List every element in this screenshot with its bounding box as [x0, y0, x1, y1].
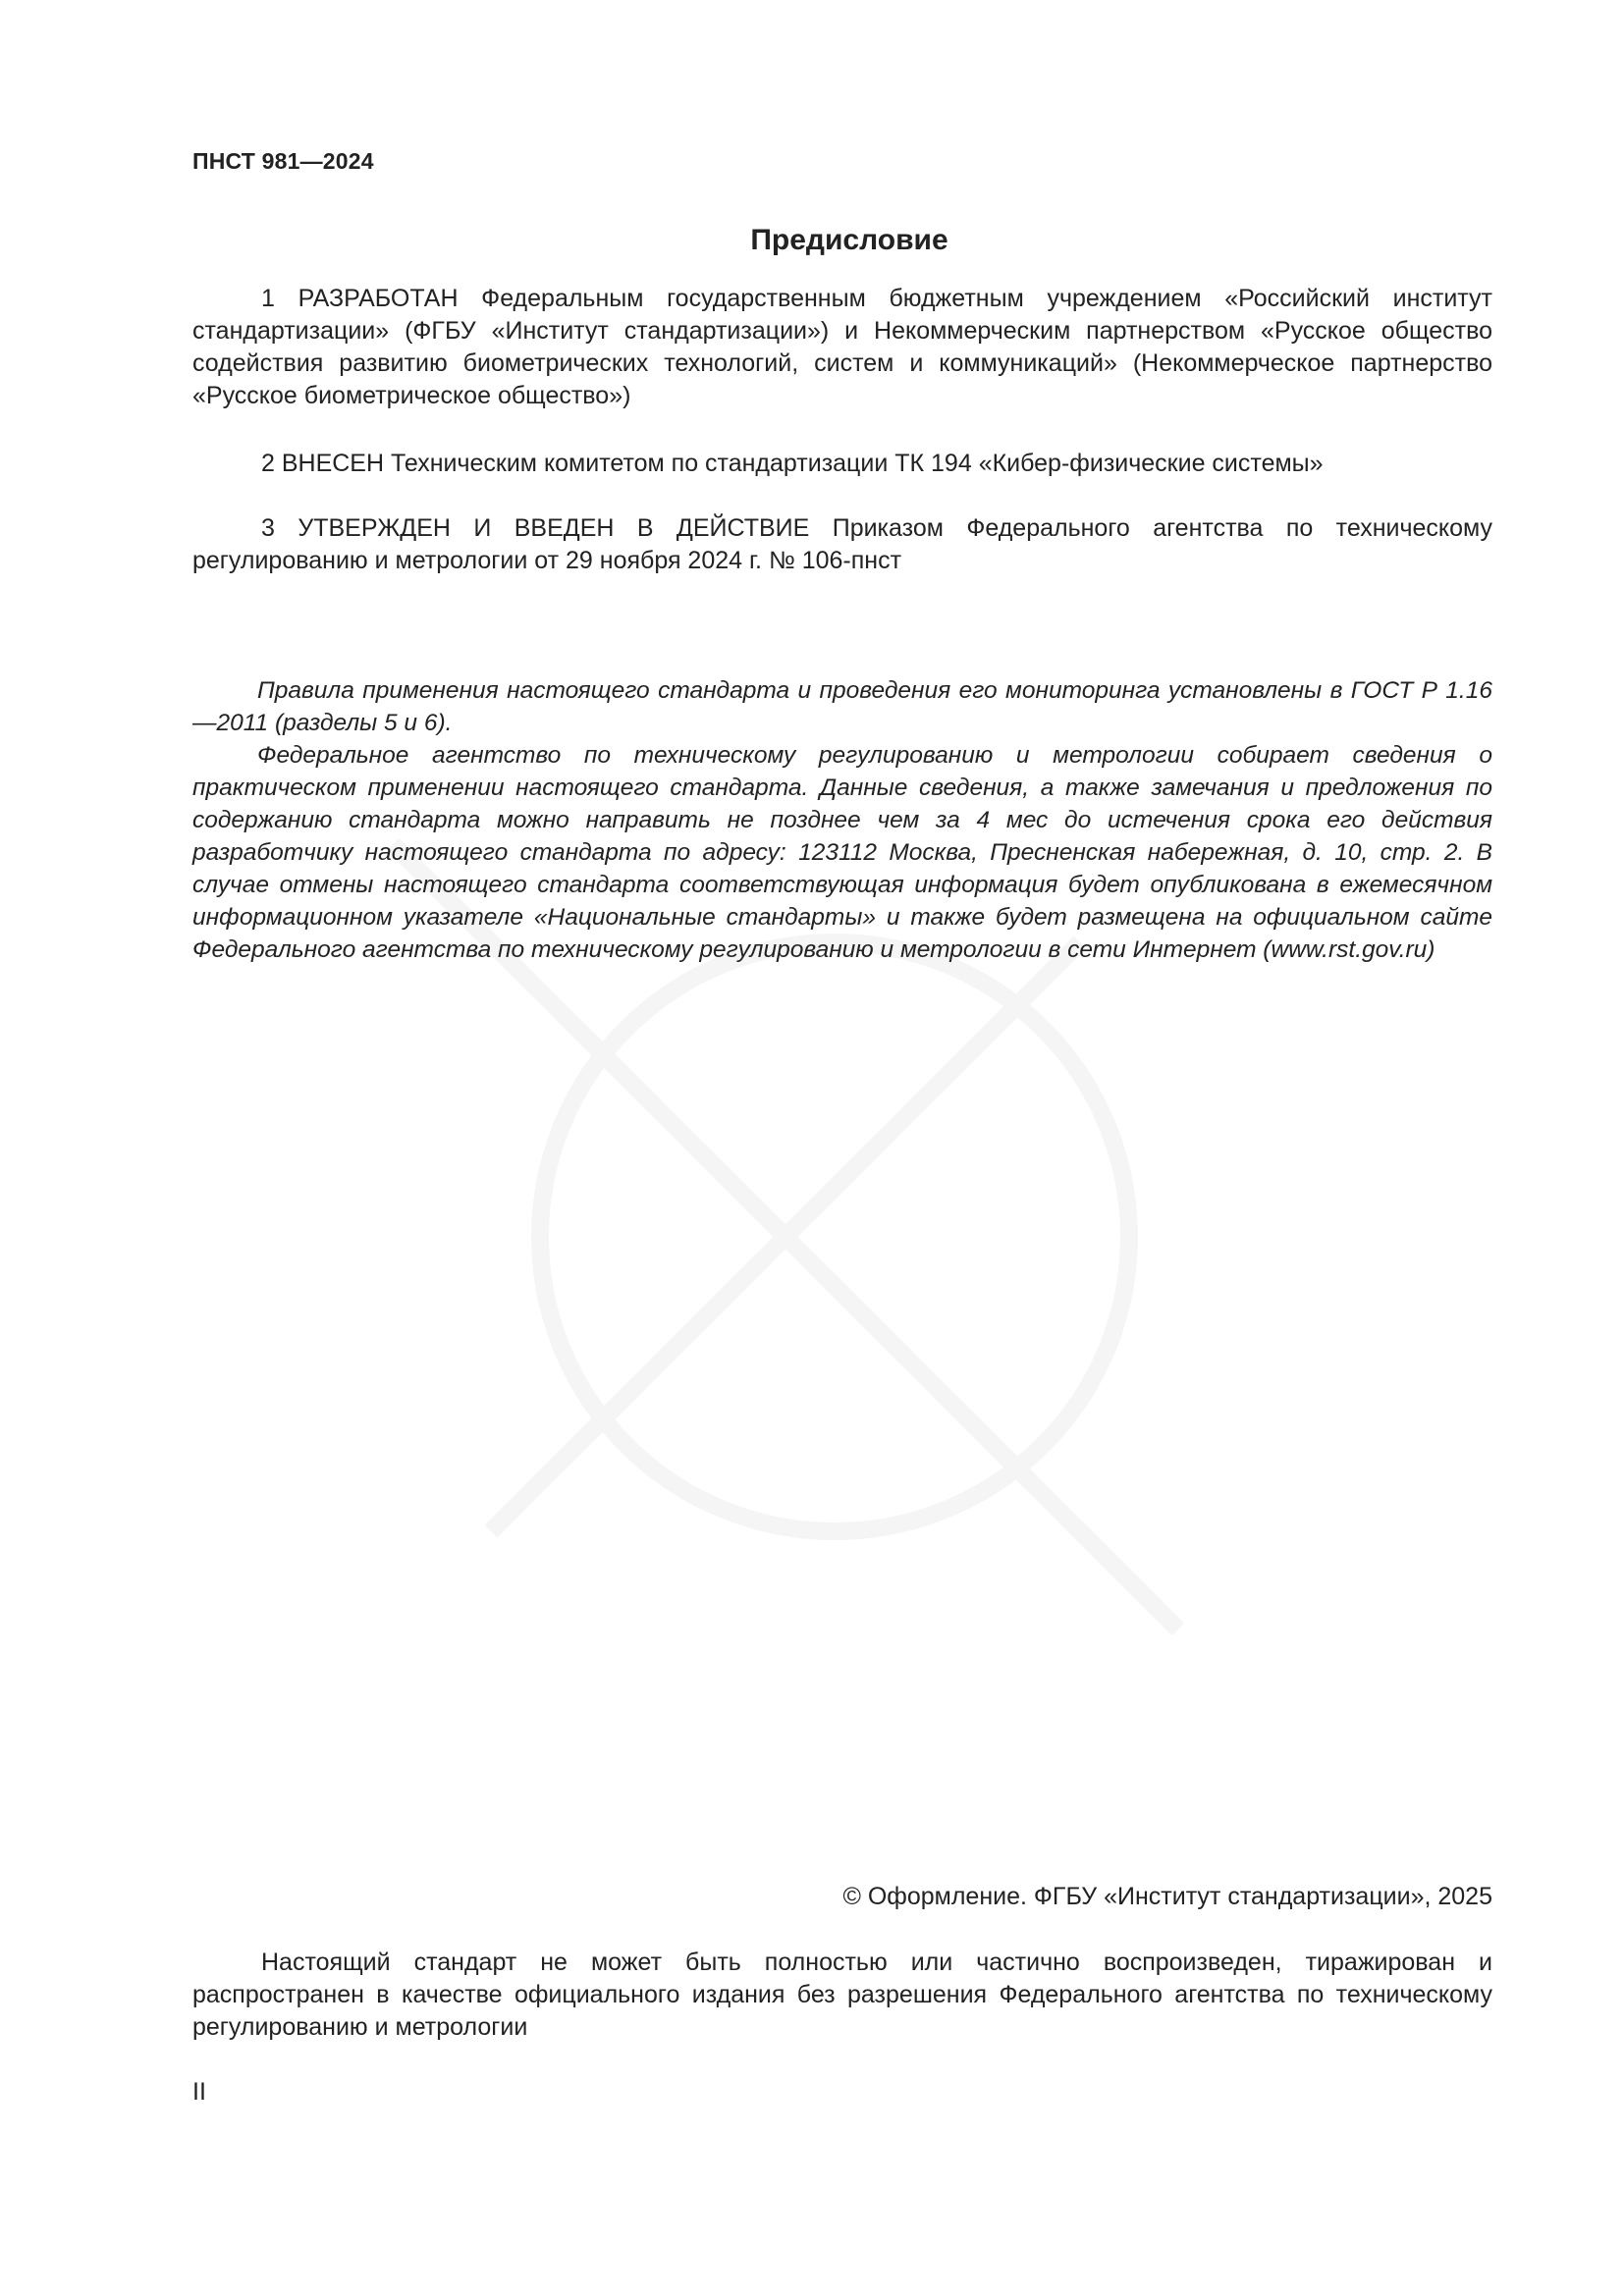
foreword-item-2	[192, 448, 1492, 480]
rules-notice-paragraph-1: Правила применения настоящего стандарта и проведения его мониторинга установлены в ГОСТ Р 1.16—2011 (разделы 5 и 6).	[192, 677, 1492, 736]
copyright-line: © Оформление. ФГБУ «Институт стандартизации», 2025	[842, 1883, 1492, 1910]
foreword-item-1-text: 1 РАЗРАБОТАН Федеральным государственным бюджетным учреждением «Российский институт стандартизации» (ФГБУ «Институт стандартизации») и Некоммерческим партнерством «Русское общество содействия развитию биометрических технологий, систем и коммуникаций» (Некоммерческое партнерство «Русское биометрическое общество»)	[192, 285, 1492, 409]
reproduction-notice	[192, 1947, 1492, 2044]
rules-notice	[192, 674, 1492, 966]
foreword-item-3-text: 3 УТВЕРЖДЕН И ВВЕДЕН В ДЕЙСТВИЕ Приказом Федерального агентства по техническому регулированию и метрологии от 29 ноября 2024 г. № 106-пнст	[192, 514, 1492, 574]
foreword-item-3	[192, 512, 1492, 577]
section-title: Предисловие	[750, 224, 948, 256]
foreword-item-1	[192, 283, 1492, 412]
rules-notice-paragraph-2: Федеральное агентство по техническому регулированию и метрологии собирает сведения о практическом применении настоящего стандарта. Данные сведения, а также замечания и предложения по содержанию стандарта можно направить не позднее чем за 4 мес до истечения срока его действия разработчику настоящего стандарта по адресу: 123112 Москва, Пресненская набережная, д. 10, стр. 2. В случае отмены настоящего стандарта соответствующая информация будет опубликована в ежемесячном информационном указателе «Национальные стандарты» и также будет размещена на официальном сайте Федерального агентства по техническому регулированию и метрологии в сети Интернет (www.rst.gov.ru)	[192, 742, 1492, 963]
document-code: ПНСТ 981—2024	[192, 148, 374, 174]
foreword-item-2-text: 2 ВНЕСЕН Техническим комитетом по стандартизации ТК 194 «Кибер-физические системы»	[261, 450, 1324, 477]
reproduction-notice-text: Настоящий стандарт не может быть полностью или частично воспроизведен, тиражирован и распространен в качестве официального издания без разрешения Федерального агентства по техническому регулированию и метрологии	[192, 1949, 1492, 2041]
page-number: II	[192, 2078, 206, 2106]
